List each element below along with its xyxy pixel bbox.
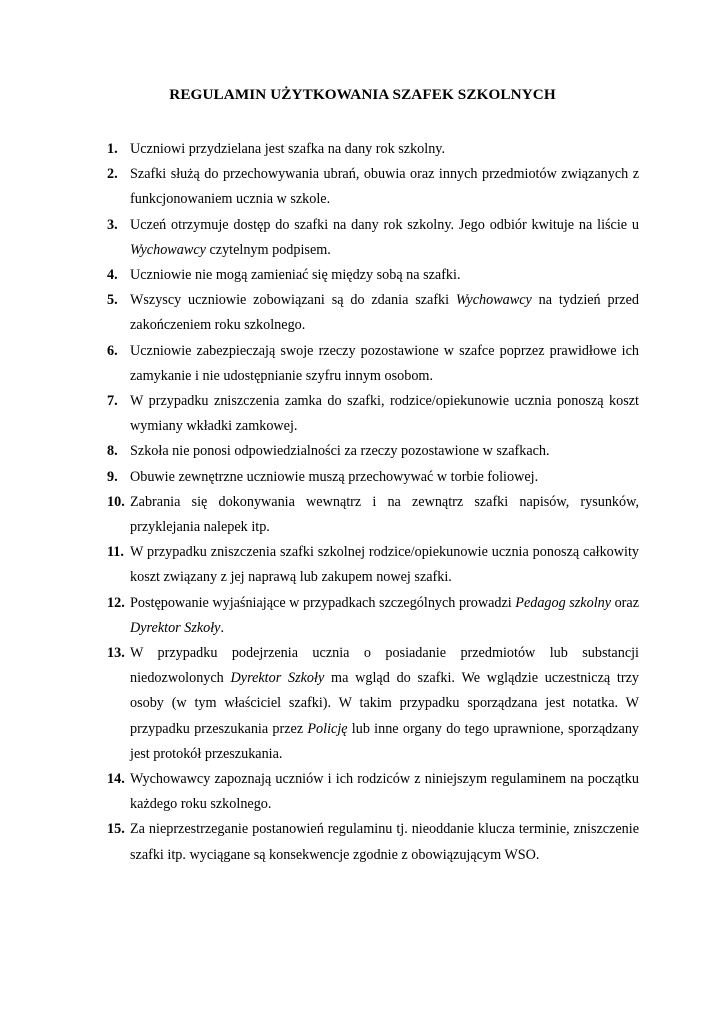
rule-item [107,162,639,212]
rule-item [107,339,639,389]
rule-item [107,540,639,590]
rule-item [107,591,639,641]
rule-text-emphasis: Wychowawcy [455,292,532,309]
rule-text [130,389,639,439]
rule-number: 7. [107,393,118,410]
rule-text-segment: W przypadku zniszczenia szafki szkolnej rodzice/opiekunowie ucznia ponoszą całkowity koszt związany z jej naprawą lub zakupem nowej szafki. [130,544,639,586]
rule-text-segment: na tydzień przed zakończeniem roku szkolnego. [130,292,639,334]
rule-text [130,263,639,288]
rule-number: 8. [107,443,118,460]
rule-number: 14. [107,771,125,788]
rule-text [130,288,639,338]
rule-number: 5. [107,292,118,309]
rule-text-segment: Postępowanie wyjaśniające w przypadkach szczególnych prowadzi [130,594,516,611]
rule-text-emphasis: Dyrektor Szkoły [230,670,325,687]
rule-text-segment: Uczniowi przydzielana jest szafka na dany rok szkolny. [130,141,446,157]
rule-text-segment: Uczniowie zabezpieczają swoje rzeczy pozostawione w szafce poprzez prawidłowe ich zamykanie i nie udostępnianie szyfru innym osobom. [130,342,639,384]
rule-text-emphasis: Wychowawcy [130,241,206,258]
rule-text-segment: W przypadku podejrzenia ucznia o posiadanie przedmiotów lub substancji niedozwolonych [130,645,639,687]
rule-text [130,767,639,817]
rule-item [107,641,639,767]
rule-number: 2. [107,166,118,183]
rule-text-segment: Wszyscy uczniowie zobowiązani są do zdania szafki [130,292,456,309]
rule-text-segment: Uczniowie nie mogą zamieniać się między sobą na szafki. [130,267,461,284]
rule-text [130,540,639,590]
rule-number: 10. [107,493,125,510]
rule-number: 9. [107,468,118,485]
rule-text [130,490,639,540]
rule-text [130,465,639,490]
rule-text-segment: Uczeń otrzymuje dostęp do szafki na dany rok szkolny. Jego odbiór kwituje na liście u [130,216,639,233]
rule-text [130,591,639,641]
rule-item [107,490,639,540]
rule-number: 13. [107,645,125,662]
rule-text-segment: oraz [611,594,639,611]
document-title: REGULAMIN UŻYTKOWANIA SZAFEK SZKOLNYCH [169,86,556,103]
rule-item [107,767,639,817]
rule-text [130,817,639,867]
rule-item [107,389,639,439]
rule-number: 3. [107,216,118,233]
rule-text-segment: . [220,619,225,636]
rule-text-segment: W przypadku zniszczenia zamka do szafki, rodzice/opiekunowie ucznia ponoszą koszt wymiany wkładki zamkowej. [130,393,639,435]
rule-text-segment: czytelnym podpisem. [205,241,331,258]
rule-text-segment: Za nieprzestrzeganie postanowień regulaminu tj. nieoddanie klucza terminie, zniszczenie szafki itp. wyciągane są konsekwencje zgodnie z obowiązującym WSO. [130,821,639,863]
rule-text-emphasis: Dyrektor Szkoły [130,619,221,636]
rule-item [107,263,639,288]
rule-item [107,817,639,867]
rule-item [107,465,639,490]
rule-item [107,288,639,338]
rule-text [130,641,639,767]
rule-text-segment: Zabrania się dokonywania wewnątrz i na zewnątrz szafki napisów, rysunków, przyklejania nalepek itp. [130,493,639,536]
rule-number: 1. [107,141,118,157]
rule-text-segment: lub inne organy do tego uprawnione, sporządzany jest protokół przeszukania. [130,720,640,762]
rule-number: 6. [107,342,118,359]
rule-text [130,137,639,162]
rule-number: 12. [107,594,125,611]
rule-text [130,339,639,389]
rule-text [130,439,639,464]
rule-text-segment: ma wgląd do szafki. We wglądzie uczestniczą trzy osoby (w tym właściciel szafki). W takim przypadku sporządzana jest notatka. W przypadku przeszukania przez [130,670,639,737]
rule-text-segment: Obuwie zewnętrzne uczniowie muszą przechowywać w torbie foliowej. [130,468,539,485]
rule-text-segment: Szkoła nie ponosi odpowiedzialności za rzeczy pozostawione w szafkach. [130,443,550,460]
rule-text-segment: Szafki służą do przechowywania ubrań, obuwia oraz innych przedmiotów związanych z funkcjonowaniem ucznia w szkole. [130,166,639,208]
rule-text-segment: Wychowawcy zapoznają uczniów i ich rodziców z niniejszym regulaminem na początku każdego roku szkolnego. [130,771,639,813]
rule-text-emphasis: Pedagog szkolny [515,594,612,611]
rule-text-emphasis: Policję [307,720,348,737]
rule-number: 4. [107,267,118,284]
rule-number: 15. [107,821,125,838]
rule-item [107,213,639,263]
rule-item [107,439,639,464]
rule-item [107,137,639,162]
rule-text [130,162,639,212]
rules-list [107,137,639,868]
rule-text [130,213,639,263]
rule-number: 11. [107,544,124,561]
